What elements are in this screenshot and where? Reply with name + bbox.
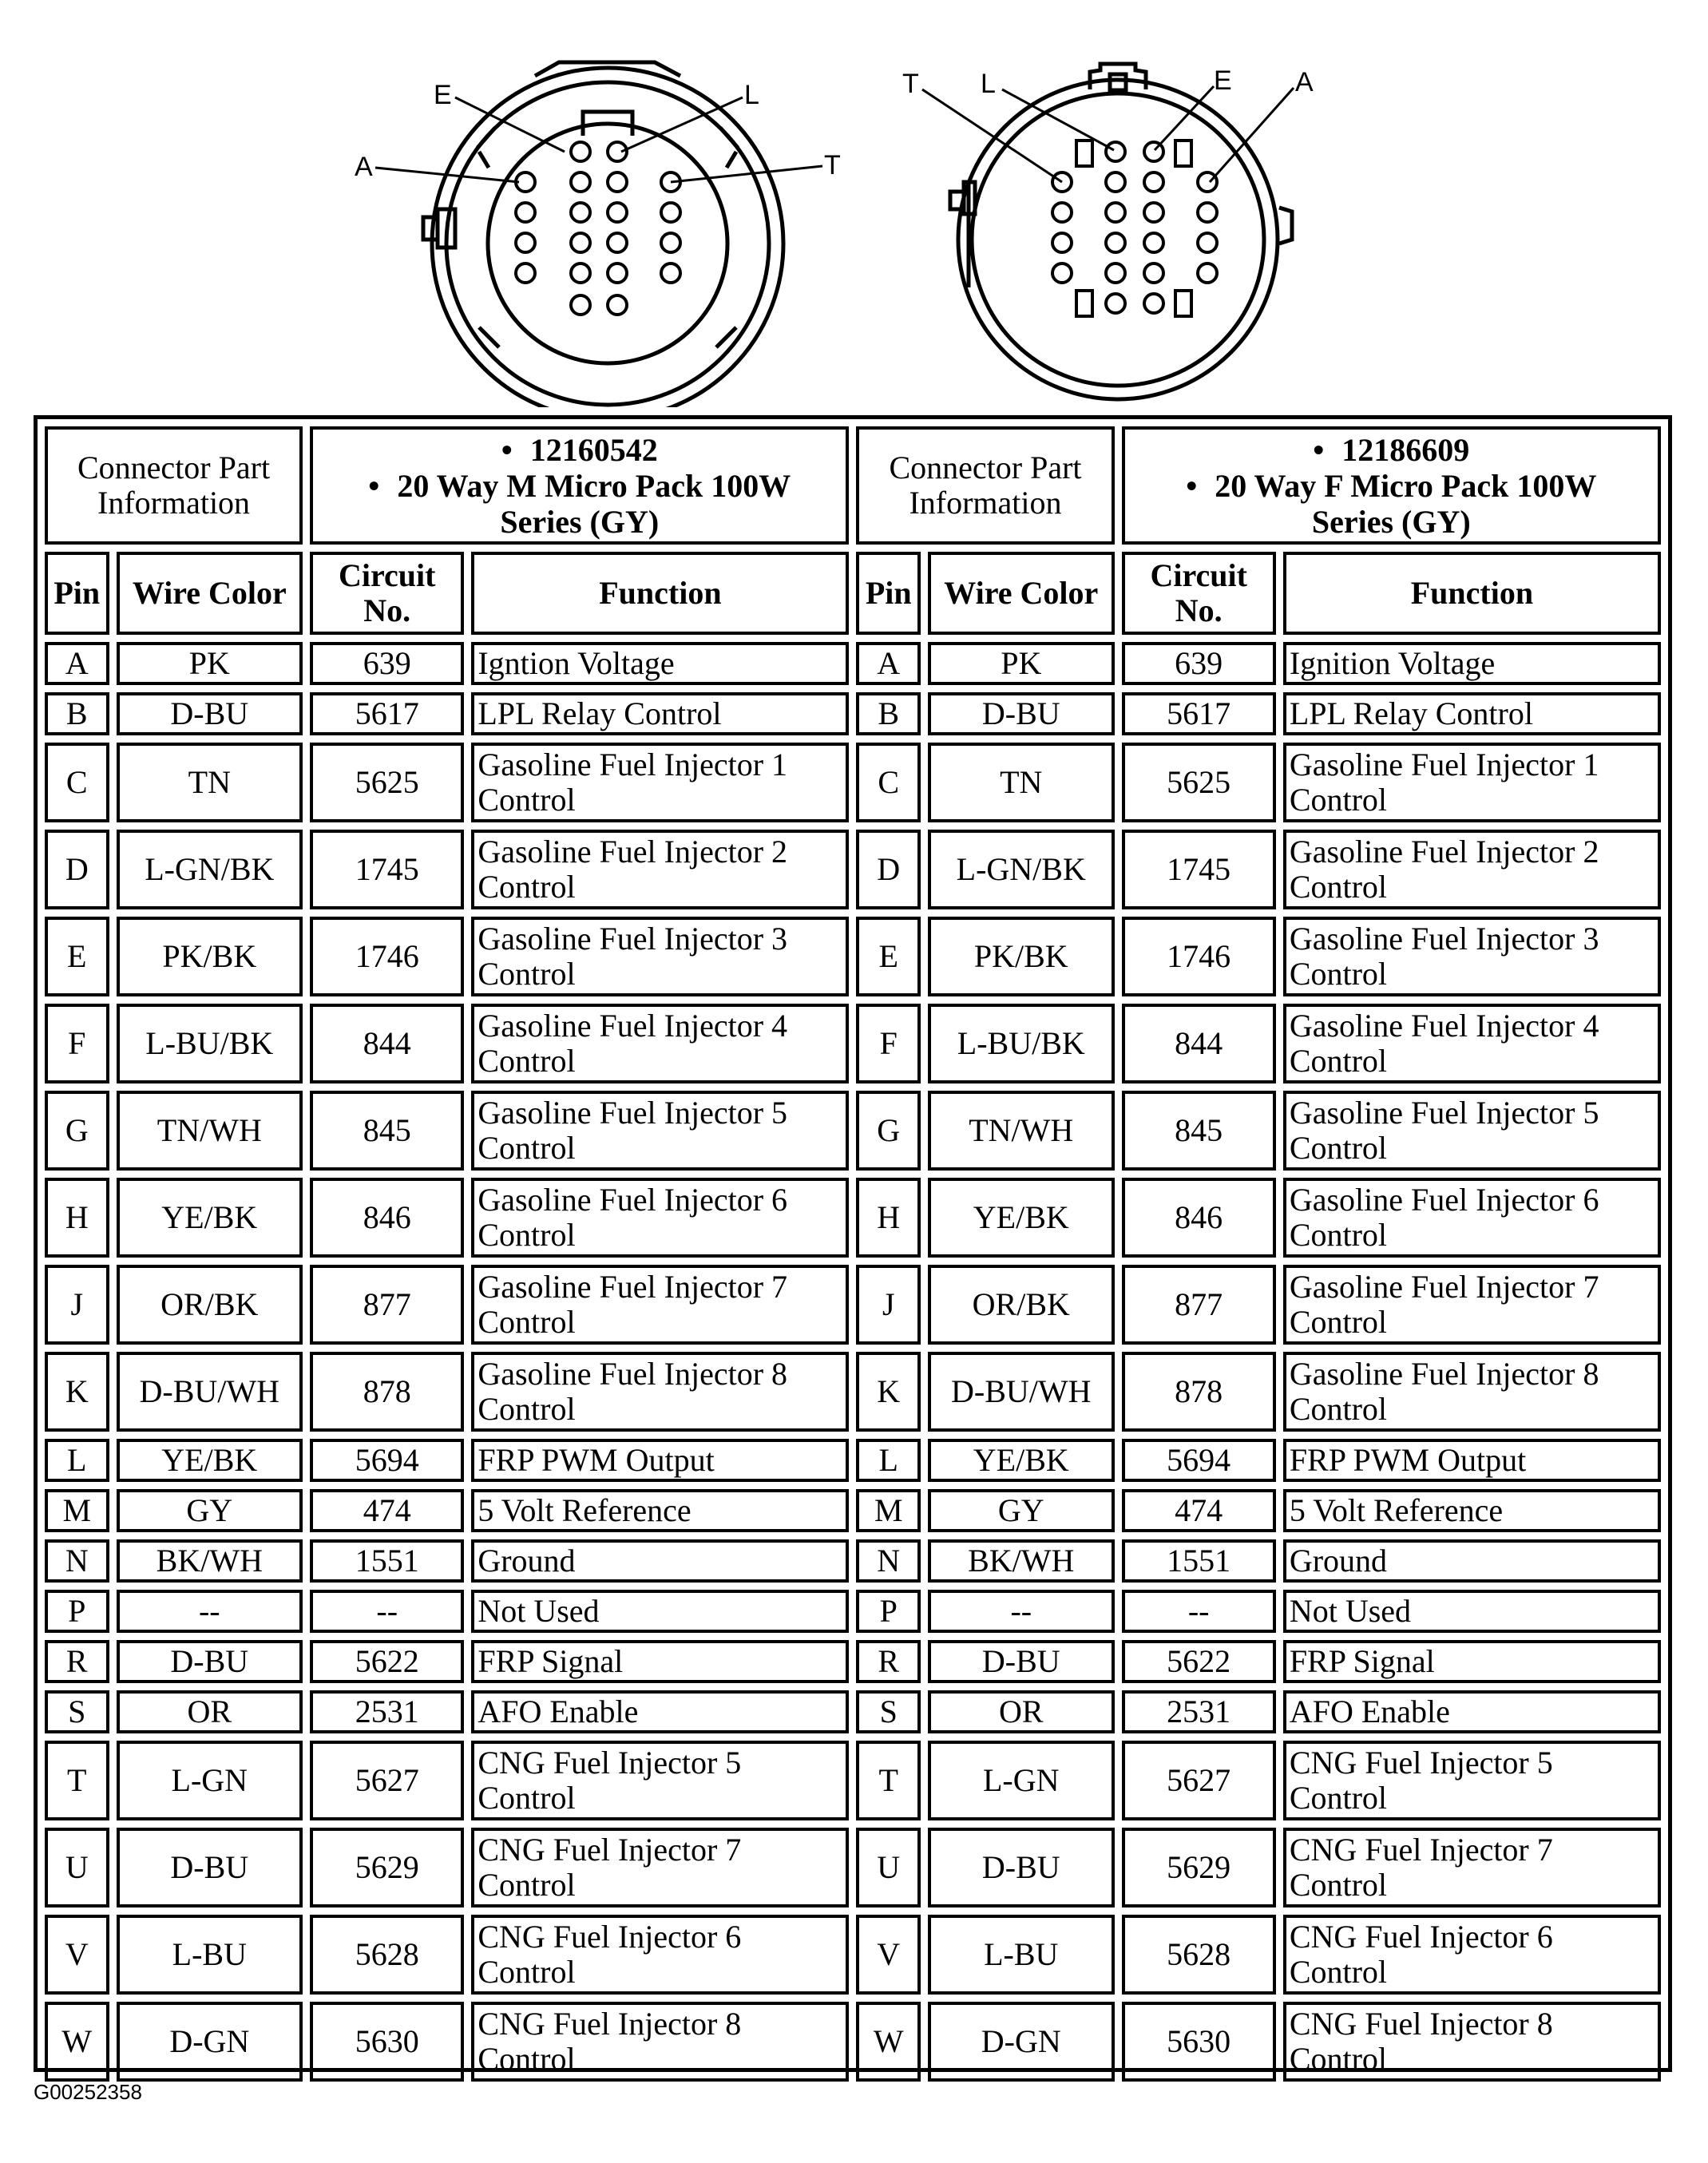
col-wire-color-right: Wire Color bbox=[928, 552, 1115, 635]
wire-color-cell: YE/BK bbox=[117, 1178, 303, 1258]
wire-color-cell: TN bbox=[928, 743, 1115, 822]
pin-cell: W bbox=[45, 2002, 109, 2082]
male-callout-a: A bbox=[355, 152, 373, 182]
pin-cavity bbox=[571, 142, 590, 161]
pin-cell: E bbox=[45, 917, 109, 996]
function-cell: LPL Relay Control bbox=[1283, 692, 1661, 735]
female-pin-array bbox=[1052, 141, 1217, 316]
table-row bbox=[45, 917, 1661, 996]
pin-cavity bbox=[608, 233, 627, 252]
pin-cavity bbox=[1106, 263, 1125, 283]
male-callout-t: T bbox=[824, 150, 841, 180]
circuit-cell: 2531 bbox=[1122, 1690, 1276, 1733]
wire-color-cell: OR/BK bbox=[928, 1265, 1115, 1345]
table-row bbox=[45, 1091, 1661, 1171]
function-cell: Ignition Voltage bbox=[1283, 642, 1661, 685]
table-row bbox=[45, 2002, 1661, 2082]
col-function-right: Function bbox=[1283, 552, 1661, 635]
function-cell: AFO Enable bbox=[471, 1690, 849, 1733]
function-cell: CNG Fuel Injector 6 Control bbox=[471, 1915, 849, 1995]
circuit-cell: 5628 bbox=[310, 1915, 464, 1995]
keying-slot bbox=[1175, 291, 1191, 316]
pin-cavity bbox=[1198, 172, 1217, 192]
wire-color-cell: L-GN bbox=[117, 1741, 303, 1820]
function-cell: Gasoline Fuel Injector 8 Control bbox=[471, 1352, 849, 1432]
pin-cell: M bbox=[45, 1489, 109, 1532]
circuit-cell: 877 bbox=[1122, 1265, 1276, 1345]
function-cell: CNG Fuel Injector 8 Control bbox=[1283, 2002, 1661, 2082]
left-part-desc: • 20 Way M Micro Pack 100W bbox=[316, 468, 842, 504]
wire-color-cell: D-BU bbox=[928, 692, 1115, 735]
circuit-cell: 5627 bbox=[1122, 1741, 1276, 1820]
table-row bbox=[45, 692, 1661, 735]
circuit-cell: 846 bbox=[310, 1178, 464, 1258]
figure-code: G00252358 bbox=[34, 2080, 142, 2104]
wire-color-cell: GY bbox=[928, 1489, 1115, 1532]
wire-color-cell: L-GN/BK bbox=[117, 830, 303, 909]
right-part-number: • 12186609 bbox=[1128, 432, 1655, 468]
pin-cavity bbox=[661, 263, 680, 283]
circuit-cell: 5625 bbox=[1122, 743, 1276, 822]
column-header-row bbox=[45, 552, 1661, 635]
pin-cell: U bbox=[45, 1828, 109, 1907]
table-row bbox=[45, 743, 1661, 822]
circuit-cell: 1746 bbox=[1122, 917, 1276, 996]
circuit-cell: 844 bbox=[310, 1004, 464, 1083]
circuit-cell: 5625 bbox=[310, 743, 464, 822]
circuit-cell: 5622 bbox=[1122, 1640, 1276, 1683]
wire-color-cell: L-GN/BK bbox=[928, 830, 1115, 909]
wire-color-cell: L-BU bbox=[928, 1915, 1115, 1995]
female-callout-a: A bbox=[1295, 67, 1314, 97]
circuit-cell: 639 bbox=[310, 642, 464, 685]
circuit-cell: 877 bbox=[310, 1265, 464, 1345]
function-cell: Gasoline Fuel Injector 7 Control bbox=[1283, 1265, 1661, 1345]
circuit-cell: 5628 bbox=[1122, 1915, 1276, 1995]
function-cell: CNG Fuel Injector 5 Control bbox=[1283, 1741, 1661, 1820]
pin-cell: F bbox=[45, 1004, 109, 1083]
circuit-cell: 5622 bbox=[310, 1640, 464, 1683]
col-function-left: Function bbox=[471, 552, 849, 635]
female-callout-e: E bbox=[1214, 65, 1232, 96]
pin-cell: G bbox=[45, 1091, 109, 1171]
pinout-table-frame bbox=[34, 415, 1672, 2077]
right-part-desc: • 20 Way F Micro Pack 100W bbox=[1128, 468, 1655, 504]
male-callout-e: E bbox=[434, 80, 452, 110]
keying-slot bbox=[1076, 141, 1092, 166]
table-row bbox=[45, 1489, 1661, 1532]
wire-color-cell: PK/BK bbox=[117, 917, 303, 996]
circuit-cell: 2531 bbox=[310, 1690, 464, 1733]
pin-cell: P bbox=[45, 1590, 109, 1633]
function-cell: AFO Enable bbox=[1283, 1690, 1661, 1733]
col-pin-right: Pin bbox=[856, 552, 921, 635]
function-cell: Gasoline Fuel Injector 8 Control bbox=[1283, 1352, 1661, 1432]
function-cell: CNG Fuel Injector 7 Control bbox=[471, 1828, 849, 1907]
pin-cavity bbox=[571, 172, 590, 192]
pin-cell: A bbox=[45, 642, 109, 685]
pin-cavity bbox=[608, 263, 627, 283]
circuit-cell: -- bbox=[310, 1590, 464, 1633]
left-part-series: Series (GY) bbox=[500, 503, 660, 540]
pin-cavity bbox=[516, 203, 535, 222]
circuit-cell: 5629 bbox=[310, 1828, 464, 1907]
pin-cavity bbox=[1144, 263, 1163, 283]
pin-cell: T bbox=[856, 1741, 921, 1820]
pin-cell: D bbox=[45, 830, 109, 909]
pin-cell: E bbox=[856, 917, 921, 996]
keying-slot bbox=[1076, 291, 1092, 316]
wire-color-cell: L-BU/BK bbox=[117, 1004, 303, 1083]
function-cell: FRP Signal bbox=[471, 1640, 849, 1683]
pin-cavity bbox=[1052, 233, 1072, 252]
pin-rows bbox=[45, 642, 1661, 2082]
table-row bbox=[45, 1640, 1661, 1683]
pin-cell: R bbox=[45, 1640, 109, 1683]
pin-cell: S bbox=[45, 1690, 109, 1733]
pin-cavity bbox=[571, 263, 590, 283]
pin-cavity bbox=[1144, 172, 1163, 192]
pin-cell: F bbox=[856, 1004, 921, 1083]
pin-cell: U bbox=[856, 1828, 921, 1907]
wire-color-cell: YE/BK bbox=[928, 1439, 1115, 1482]
table-row bbox=[45, 642, 1661, 685]
pin-cavity bbox=[1144, 203, 1163, 222]
pin-cavity bbox=[1052, 203, 1072, 222]
pin-cell: D bbox=[856, 830, 921, 909]
pin-cavity bbox=[1106, 142, 1125, 161]
pin-cell: K bbox=[45, 1352, 109, 1432]
circuit-cell: 5627 bbox=[310, 1741, 464, 1820]
circuit-cell: 1745 bbox=[310, 830, 464, 909]
function-cell: CNG Fuel Injector 5 Control bbox=[471, 1741, 849, 1820]
pin-cavity bbox=[571, 233, 590, 252]
circuit-cell: 846 bbox=[1122, 1178, 1276, 1258]
function-cell: Gasoline Fuel Injector 7 Control bbox=[471, 1265, 849, 1345]
keying-slot bbox=[1175, 141, 1191, 166]
function-cell: Gasoline Fuel Injector 6 Control bbox=[1283, 1178, 1661, 1258]
male-connector-face bbox=[423, 62, 783, 407]
col-wire-color-left: Wire Color bbox=[117, 552, 303, 635]
table-row bbox=[45, 1915, 1661, 1995]
wire-color-cell: D-BU/WH bbox=[928, 1352, 1115, 1432]
pin-cell: V bbox=[856, 1915, 921, 1995]
pin-cell: P bbox=[856, 1590, 921, 1633]
table-row bbox=[45, 1265, 1661, 1345]
wire-color-cell: YE/BK bbox=[117, 1439, 303, 1482]
pin-cell: H bbox=[856, 1178, 921, 1258]
circuit-cell: 5694 bbox=[1122, 1439, 1276, 1482]
wire-color-cell: TN/WH bbox=[928, 1091, 1115, 1171]
pin-cavity bbox=[1144, 233, 1163, 252]
pin-cell: T bbox=[45, 1741, 109, 1820]
wire-color-cell: L-BU bbox=[117, 1915, 303, 1995]
function-cell: CNG Fuel Injector 7 Control bbox=[1283, 1828, 1661, 1907]
circuit-cell: 1551 bbox=[310, 1539, 464, 1583]
pin-cavity bbox=[1106, 294, 1125, 313]
pin-cell: R bbox=[856, 1640, 921, 1683]
function-cell: Gasoline Fuel Injector 2 Control bbox=[1283, 830, 1661, 909]
pinout-table bbox=[38, 419, 1668, 2089]
table-row bbox=[45, 1690, 1661, 1733]
pin-cell: C bbox=[856, 743, 921, 822]
pin-cavity bbox=[571, 295, 590, 315]
table-row bbox=[45, 1741, 1661, 1820]
table-row bbox=[45, 1539, 1661, 1583]
table-row bbox=[45, 1004, 1661, 1083]
col-circuit-right: Circuit No. bbox=[1122, 552, 1276, 635]
table-row bbox=[45, 1178, 1661, 1258]
right-part-info bbox=[1122, 426, 1661, 545]
wire-color-cell: TN bbox=[117, 743, 303, 822]
circuit-cell: 878 bbox=[1122, 1352, 1276, 1432]
function-cell: FRP Signal bbox=[1283, 1640, 1661, 1683]
wire-color-cell: BK/WH bbox=[117, 1539, 303, 1583]
pin-cell: C bbox=[45, 743, 109, 822]
col-circuit-left: Circuit No. bbox=[310, 552, 464, 635]
pin-cavity bbox=[608, 203, 627, 222]
pin-cavity bbox=[1198, 233, 1217, 252]
function-cell: LPL Relay Control bbox=[471, 692, 849, 735]
function-cell: FRP PWM Output bbox=[1283, 1439, 1661, 1482]
function-cell: Gasoline Fuel Injector 3 Control bbox=[1283, 917, 1661, 996]
circuit-cell: 5629 bbox=[1122, 1828, 1276, 1907]
pin-cell: B bbox=[856, 692, 921, 735]
wire-color-cell: D-BU bbox=[117, 692, 303, 735]
wire-color-cell: PK/BK bbox=[928, 917, 1115, 996]
pin-cavity bbox=[1106, 203, 1125, 222]
wire-color-cell: -- bbox=[928, 1590, 1115, 1633]
function-cell: Gasoline Fuel Injector 4 Control bbox=[1283, 1004, 1661, 1083]
function-cell: CNG Fuel Injector 6 Control bbox=[1283, 1915, 1661, 1995]
function-cell: 5 Volt Reference bbox=[471, 1489, 849, 1532]
circuit-cell: 5617 bbox=[1122, 692, 1276, 735]
pin-cavity bbox=[608, 172, 627, 192]
function-cell: Ground bbox=[471, 1539, 849, 1583]
col-pin-left: Pin bbox=[45, 552, 109, 635]
wire-color-cell: TN/WH bbox=[117, 1091, 303, 1171]
pin-cavity bbox=[1144, 294, 1163, 313]
pin-cell: N bbox=[45, 1539, 109, 1583]
table-row bbox=[45, 830, 1661, 909]
circuit-cell: 474 bbox=[1122, 1489, 1276, 1532]
pin-cavity bbox=[1106, 233, 1125, 252]
right-part-series: Series (GY) bbox=[1311, 503, 1471, 540]
function-cell: Gasoline Fuel Injector 3 Control bbox=[471, 917, 849, 996]
wire-color-cell: D-BU bbox=[117, 1828, 303, 1907]
right-info-header: Connector Part Information bbox=[856, 426, 1114, 545]
pin-cell: M bbox=[856, 1489, 921, 1532]
part-info-row bbox=[45, 426, 1661, 545]
pin-cell: J bbox=[856, 1265, 921, 1345]
wire-color-cell: D-GN bbox=[928, 2002, 1115, 2082]
pin-cavity bbox=[516, 233, 535, 252]
circuit-cell: 639 bbox=[1122, 642, 1276, 685]
table-row bbox=[45, 1590, 1661, 1633]
function-cell: FRP PWM Output bbox=[471, 1439, 849, 1482]
wire-color-cell: PK bbox=[928, 642, 1115, 685]
female-connector-face bbox=[950, 64, 1292, 399]
wire-color-cell: L-GN bbox=[928, 1741, 1115, 1820]
table-row bbox=[45, 1352, 1661, 1432]
function-cell: Gasoline Fuel Injector 5 Control bbox=[471, 1091, 849, 1171]
connector-diagrams bbox=[0, 0, 1708, 407]
circuit-cell: 5630 bbox=[1122, 2002, 1276, 2082]
wire-color-cell: L-BU/BK bbox=[928, 1004, 1115, 1083]
pin-cavity bbox=[608, 295, 627, 315]
table-row bbox=[45, 1439, 1661, 1482]
circuit-cell: 5694 bbox=[310, 1439, 464, 1482]
function-cell: Gasoline Fuel Injector 1 Control bbox=[1283, 743, 1661, 822]
wire-color-cell: OR bbox=[117, 1690, 303, 1733]
pin-cell: A bbox=[856, 642, 921, 685]
wire-color-cell: D-BU bbox=[928, 1640, 1115, 1683]
male-callout-l: L bbox=[744, 80, 759, 110]
function-cell: Not Used bbox=[1283, 1590, 1661, 1633]
wire-color-cell: D-BU/WH bbox=[117, 1352, 303, 1432]
pin-cell: S bbox=[856, 1690, 921, 1733]
wire-color-cell: OR bbox=[928, 1690, 1115, 1733]
wire-color-cell: OR/BK bbox=[117, 1265, 303, 1345]
pin-cavity bbox=[1198, 203, 1217, 222]
male-pin-array bbox=[516, 142, 680, 315]
female-callout-t: T bbox=[902, 69, 919, 99]
pin-cell: W bbox=[856, 2002, 921, 2082]
function-cell: 5 Volt Reference bbox=[1283, 1489, 1661, 1532]
pin-cell: L bbox=[856, 1439, 921, 1482]
function-cell: Igntion Voltage bbox=[471, 642, 849, 685]
wire-color-cell: D-BU bbox=[928, 1828, 1115, 1907]
left-part-info bbox=[310, 426, 849, 545]
pin-cell: J bbox=[45, 1265, 109, 1345]
circuit-cell: 5630 bbox=[310, 2002, 464, 2082]
pin-cavity bbox=[1106, 172, 1125, 192]
pin-cavity bbox=[1052, 263, 1072, 283]
pin-cavity bbox=[661, 203, 680, 222]
function-cell: Not Used bbox=[471, 1590, 849, 1633]
wire-color-cell: YE/BK bbox=[928, 1178, 1115, 1258]
pin-cavity bbox=[661, 233, 680, 252]
pin-cell: K bbox=[856, 1352, 921, 1432]
circuit-cell: 845 bbox=[1122, 1091, 1276, 1171]
function-cell: CNG Fuel Injector 8 Control bbox=[471, 2002, 849, 2082]
circuit-cell: 844 bbox=[1122, 1004, 1276, 1083]
circuit-cell: 5617 bbox=[310, 692, 464, 735]
circuit-cell: 1746 bbox=[310, 917, 464, 996]
wire-color-cell: -- bbox=[117, 1590, 303, 1633]
pin-cavity bbox=[516, 263, 535, 283]
pin-cell: G bbox=[856, 1091, 921, 1171]
female-callout-l: L bbox=[981, 69, 996, 99]
wire-color-cell: PK bbox=[117, 642, 303, 685]
wire-color-cell: D-GN bbox=[117, 2002, 303, 2082]
wire-color-cell: D-BU bbox=[117, 1640, 303, 1683]
function-cell: Gasoline Fuel Injector 4 Control bbox=[471, 1004, 849, 1083]
function-cell: Gasoline Fuel Injector 1 Control bbox=[471, 743, 849, 822]
circuit-cell: 474 bbox=[310, 1489, 464, 1532]
function-cell: Gasoline Fuel Injector 6 Control bbox=[471, 1178, 849, 1258]
wire-color-cell: BK/WH bbox=[928, 1539, 1115, 1583]
circuit-cell: -- bbox=[1122, 1590, 1276, 1633]
circuit-cell: 878 bbox=[310, 1352, 464, 1432]
function-cell: Gasoline Fuel Injector 5 Control bbox=[1283, 1091, 1661, 1171]
pin-cell: B bbox=[45, 692, 109, 735]
left-part-number: • 12160542 bbox=[316, 432, 842, 468]
pin-cavity bbox=[571, 203, 590, 222]
function-cell: Ground bbox=[1283, 1539, 1661, 1583]
pin-cell: H bbox=[45, 1178, 109, 1258]
wire-color-cell: GY bbox=[117, 1489, 303, 1532]
pin-cavity bbox=[1198, 263, 1217, 283]
circuit-cell: 845 bbox=[310, 1091, 464, 1171]
circuit-cell: 1745 bbox=[1122, 830, 1276, 909]
pin-cell: N bbox=[856, 1539, 921, 1583]
table-row bbox=[45, 1828, 1661, 1907]
pin-cell: V bbox=[45, 1915, 109, 1995]
circuit-cell: 1551 bbox=[1122, 1539, 1276, 1583]
left-info-header: Connector Part Information bbox=[45, 426, 303, 545]
function-cell: Gasoline Fuel Injector 2 Control bbox=[471, 830, 849, 909]
pin-cell: L bbox=[45, 1439, 109, 1482]
